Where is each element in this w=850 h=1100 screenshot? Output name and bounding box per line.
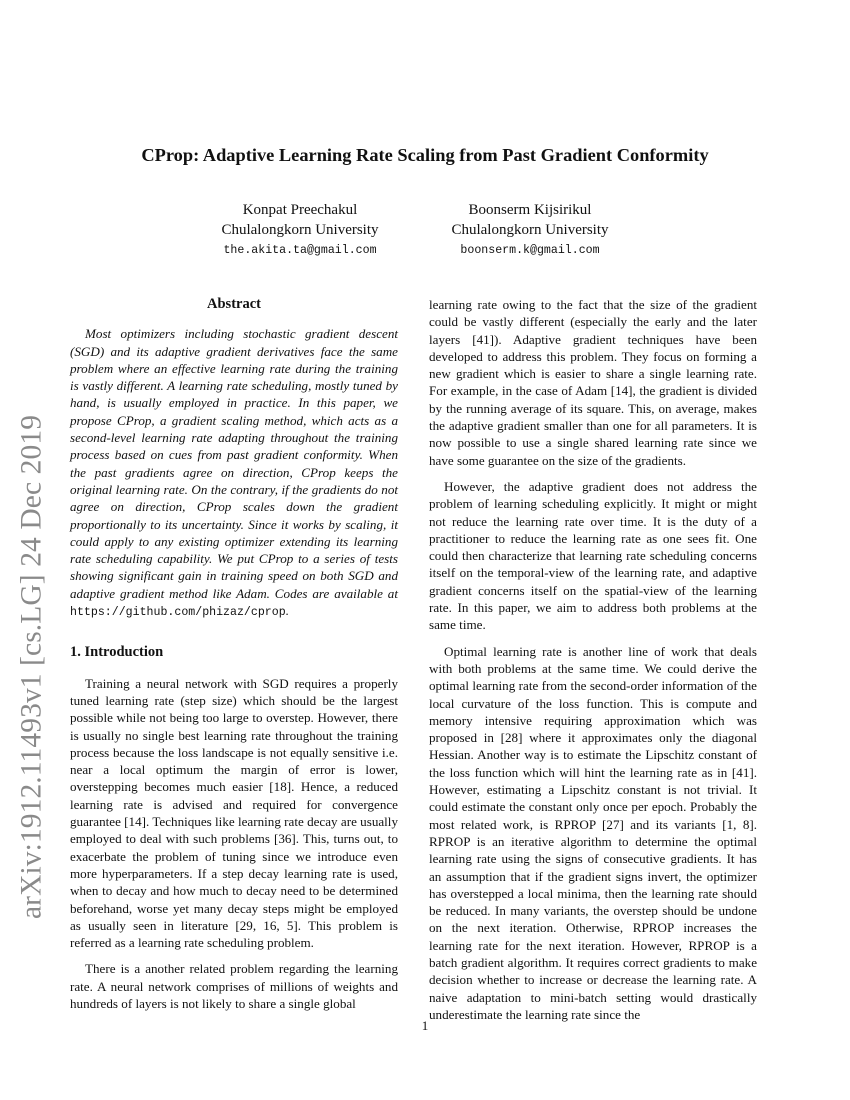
- abstract-body: Most optimizers including stochastic gradient descent (SGD) and its adaptive gradient derivatives face the same problem where an effective learning rate during the training is vastly different. A learning rate scheduling, mostly tuned by hand, is usually employed in practice. In this paper, we propose CProp, a gradient scaling method, which acts as a second-level learning rate adapting throughout the training process based on cues from past gradient conformity. When the past gradients agree on direction, CProp keeps the original learning rate. On the contrary, if the gradients do not agree on direction, CProp scales down the gradient proportionally to its uncertainty. Since it works by scaling, it could apply to any existing optimizer extending its learning rate scheduling capability. We put CProp to a series of tests showing significant gain in training speed on both SGD and adaptive gradient method like Adam. Codes are available at: [70, 326, 398, 601]
- author-email[interactable]: the.akita.ta@gmail.com: [223, 244, 377, 257]
- abstract-heading: Abstract: [207, 296, 261, 312]
- author-affiliation: Chulalongkorn University: [451, 222, 609, 238]
- author-name: Boonserm Kijsirikul: [468, 202, 592, 218]
- author-block-1: [180, 200, 420, 262]
- code-url-link[interactable]: https://github.com/phizaz/cprop: [70, 606, 286, 620]
- paper-title: CProp: Adaptive Learning Rate Scaling from Past Gradient Conformity: [141, 145, 709, 165]
- author-name: Konpat Preechakul: [242, 202, 358, 218]
- author-email[interactable]: boonserm.k@gmail.com: [460, 244, 600, 257]
- right-paragraph-2: However, the adaptive gradient does not address the problem of learning scheduling explicitly. It might or might not reduce the learning rate over time. It is the duty of a practitioner to reduce the learning rate as one sees fit. One could then characterize that learning rate scheduling concerns itself on the temporal-view of the learning rate, and adaptive gradient concerns itself on the spatial-view of the learning rate. In this paper, we aim to address both problems at the same time.: [429, 478, 757, 633]
- left-column: [70, 296, 398, 1012]
- abstract-text: [70, 325, 398, 621]
- page-number: 1: [421, 1018, 429, 1033]
- author-block-2: [410, 200, 650, 262]
- right-paragraph-1: learning rate owing to the fact that the size of the gradient could be vastly different (especially the early and the later layers [41]). Adaptive gradient techniques have been developed to address this problem. They focus on forming a new gradient which is easier to share a single learning rate. For example, in the case of Adam [14], the gradient is divided by the running average of its square. This, on average, makes the adaptive gradient smaller than one for all parameters. It is now possible to use a single shared learning rate since we have some guarantee on the size of the gradients.: [429, 297, 757, 468]
- intro-paragraph-2: There is a another related problem regarding the learning rate. A neural network comprises of millions of weights and hundreds of layers is not likely to share a single global: [70, 961, 398, 1011]
- intro-paragraph-1: Training a neural network with SGD requires a properly tuned learning rate (step size) which should be the largest possible while not being too large to overstep. However, there is usually no single best learning rate throughout the training process because the loss landscape is not equally sensitive i.e. near a local optimum the margin of error is lower, overstepping becomes much easier [18]. Hence, a reduced learning rate is advised and required for convergence guarantee [14]. Techniques like learning rate decay are usually employed to deal with such problems [36]. This, turns out, to exacerbate the problem of tuning since we introduce even more hyperparameters. If a step decay learning rate is used, when to decay and how much to decay need to be determined beforehand, worse yet many decay steps might be employed as usually seen in literature [29, 16, 5]. This problem is referred as a learning rate scheduling problem.: [70, 675, 398, 951]
- right-column: [429, 296, 757, 1023]
- abstract-end: .: [285, 603, 289, 619]
- right-paragraph-3: Optimal learning rate is another line of work that deals with both problems at the same time. We could derive the optimal learning rate from the second-order information of the local curvature of the loss function. This is compute and memory intensive requiring approximation which was proposed in [28] where it approximates only the diagonal Hessian. Another way is to estimate the Lipschitz constant of the loss function which will hint the learning rate as in [41]. However, estimating a Lipschitz constant is not trivial. It could estimate the constant only once per epoch. Probably the most related work, is RPROP [27] and its variants [1, 8]. RPROP is an iterative algorithm to determine the optimal learning rate using the signs of consecutive gradients. It has an assumption that if the gradient signs invert, the optimizer has overstepped a local minima, then the learning rate should be reduced. In many variants, the overstep should be undone on the next iteration. Otherwise, RPROP increases the learning rate for the next iteration. However, RPROP is a batch gradient algorithm. It requires correct gradients to make decision whether to increase or decrease the learning rate. A naive adaptation to mini-batch setting would drastically underestimate the learning rate since the: [429, 643, 757, 1022]
- section-heading-introduction: 1. Introduction: [70, 644, 164, 661]
- arxiv-stamp-text: arXiv:1912.11493v1 [cs.LG] 24 Dec 2019: [15, 414, 48, 920]
- author-affiliation: Chulalongkorn University: [221, 222, 379, 238]
